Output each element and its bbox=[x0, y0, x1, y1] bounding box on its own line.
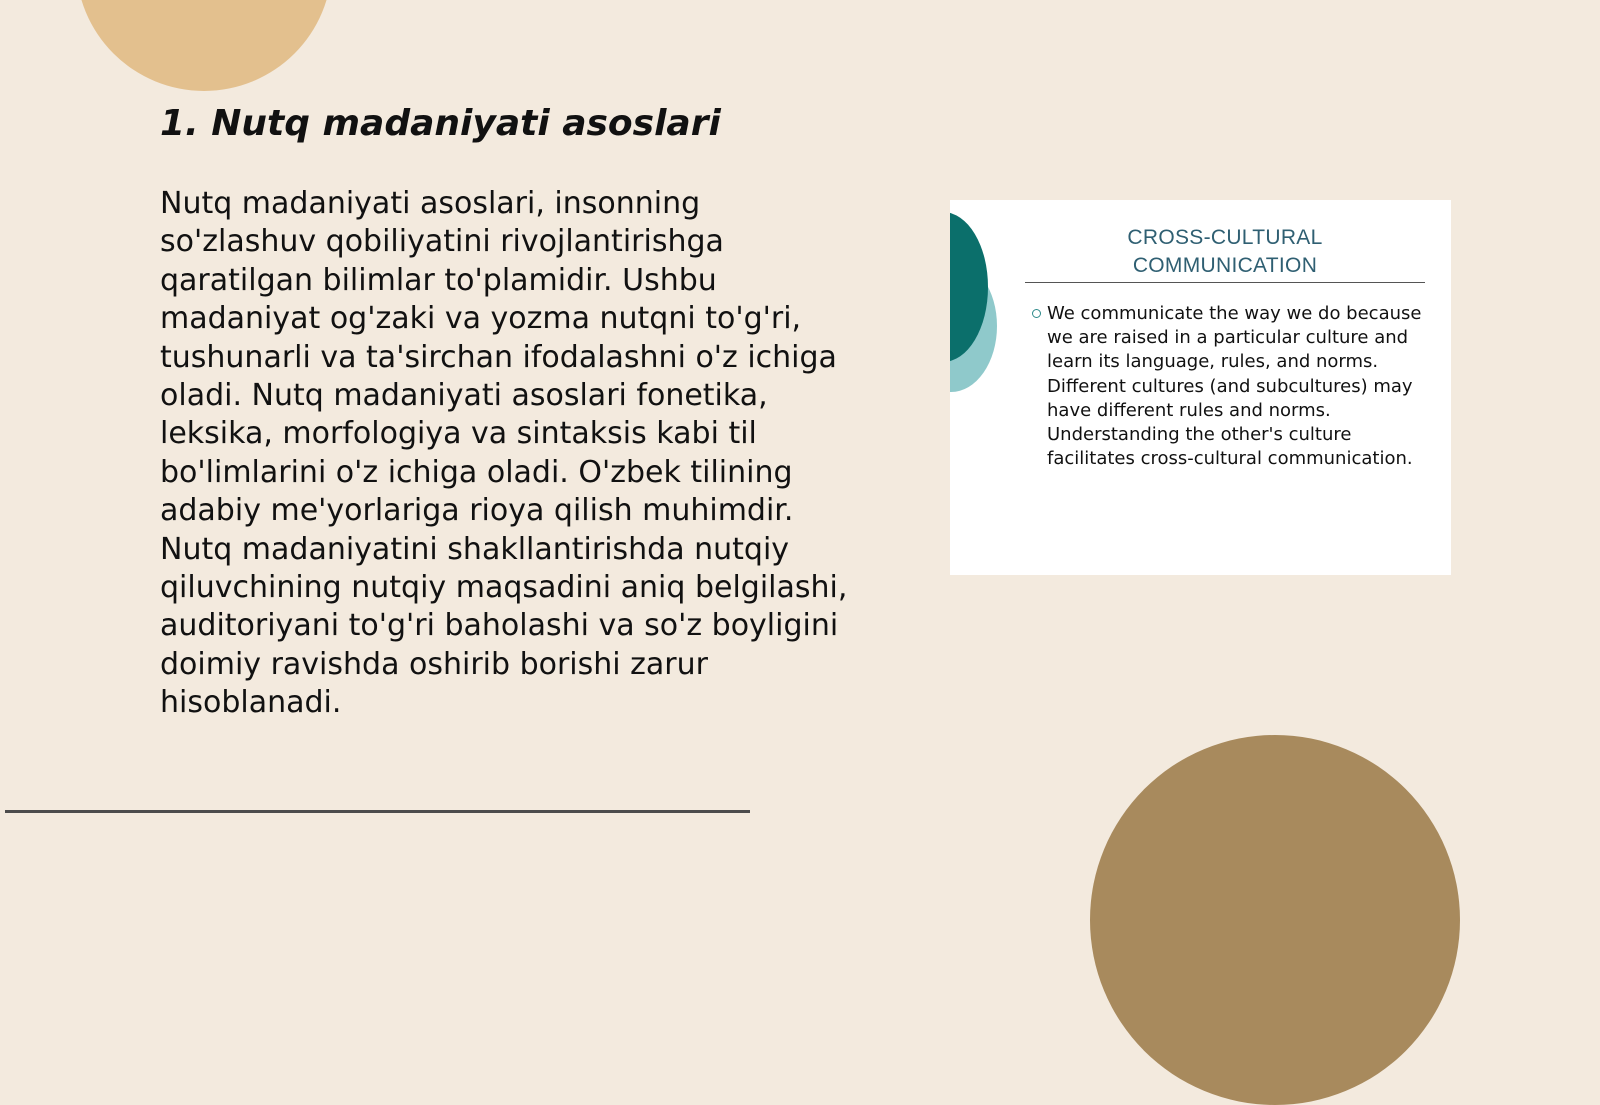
slide-body-text: Nutq madaniyati asoslari, insonning so'zlashuv qobiliyatini rivojlantirishga qaratilgan bilimlar to'plamidir. Ushbu madaniyat og'zaki va yozma nutqni to'g'ri, tushunarli va ta'sirchan ifodalashni o'z ichiga oladi. Nutq madaniyati asoslari fonetika, leksika, morfologiya va sintaksis kabi til bo'limlarini o'z ichiga oladi. O'zbek tilining adabiy me'yorlariga rioya qilish muhimdir. Nutq madaniyatini shakllantirishda nutqiy qiluvchining nutqiy maqsadini aniq belgilashi, auditoriyani to'g'ri baholashi va so'z boyligini doimiy ravishda oshirib borishi zarur hisoblanadi. bbox=[160, 186, 848, 721]
embedded-title-line-1: CROSS-CULTURAL bbox=[1127, 226, 1323, 249]
horizontal-divider bbox=[5, 810, 750, 813]
embedded-title-rule bbox=[1025, 282, 1425, 283]
embedded-slide-image bbox=[950, 200, 1451, 575]
decorative-circle-top bbox=[76, 0, 332, 91]
embedded-bullet-text: We communicate the way we do because we are raised in a particular culture and learn its language, rules, and norms. Different cultures (and subcultures) may have different rules and norms. Understanding the other's culture facilitates cross-cultural communication. bbox=[1047, 303, 1422, 470]
hollow-circle-bullet-icon bbox=[1032, 309, 1041, 318]
embedded-slide-title bbox=[1025, 224, 1425, 280]
decorative-circle-bottom bbox=[1090, 735, 1460, 1105]
embedded-title-line-2: COMMUNICATION bbox=[1132, 254, 1318, 277]
slide-title: 1. Nutq madaniyati asoslari bbox=[160, 103, 721, 144]
